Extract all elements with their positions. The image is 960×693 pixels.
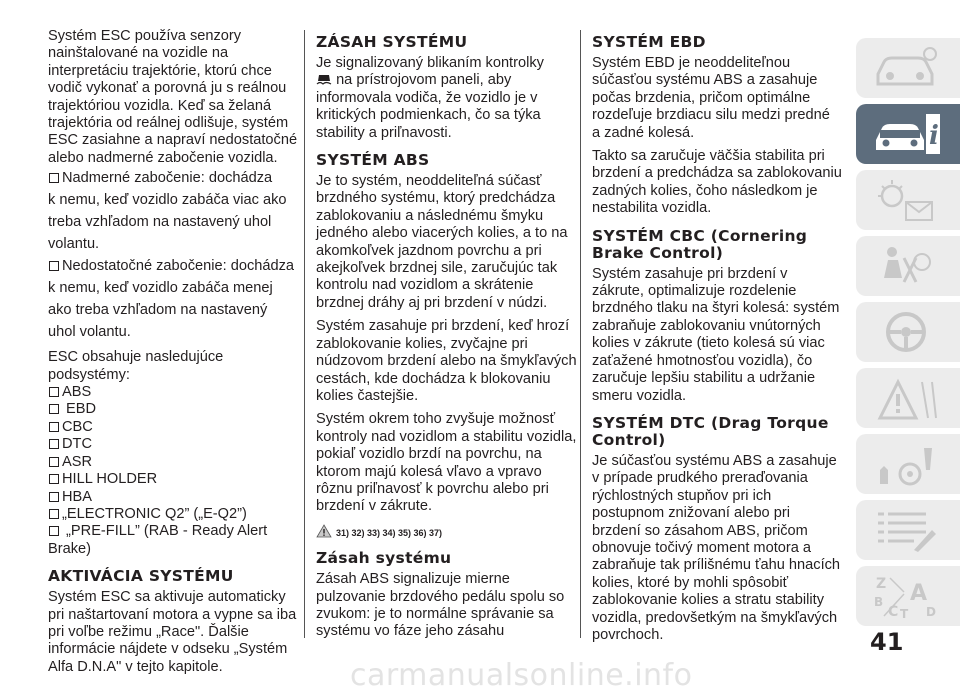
list-item-continuation: Brake) — [48, 540, 91, 557]
bullet-square-icon — [49, 492, 59, 502]
intervention-heading: ZÁSAH SYSTÉMU — [316, 33, 468, 51]
bullet-square-icon — [49, 404, 59, 414]
understeer-item: Nedostatočné zabočenie: dochádza k nemu, keď vozidlo zabáča menej ako treba vzhľadom na nastavený uhol volantu. — [48, 258, 295, 341]
tab-car-info[interactable] — [856, 104, 960, 164]
ebd-paragraph-1: Systém EBD je neoddeliteľnou súčasťou systému ABS a zasahuje počas brzdenia, pričom optimálne rozdeľuje brzdiacu silu medzi predné a zadné kolesá. — [592, 55, 830, 141]
list-item: „ELECTRONIC Q2” („E-Q2”) — [48, 506, 298, 523]
column-divider — [580, 30, 581, 638]
ebd-heading: SYSTÉM EBD — [592, 33, 706, 51]
list-item: ABS — [48, 384, 298, 401]
index-letter: Z — [876, 576, 887, 592]
list-item: HBA — [48, 489, 298, 506]
cbc-heading: SYSTÉM CBC (Cornering Brake Control) — [592, 226, 808, 262]
abs-paragraph-2: Systém zasahuje pri brzdení, keď hrozí zablokovanie kolies, zvyčajne pri núdzovom brzdení alebo na šmykľavých cestách, kde dochádza k blokovaniu kolies častejšie. — [316, 318, 577, 404]
warning-references: 31) 32) 33) 34) 35) 36) 37) — [316, 524, 578, 544]
column-2 — [316, 28, 578, 641]
bullet-square-icon — [49, 422, 59, 432]
bullet-square-icon — [49, 509, 59, 519]
list-item: CBC — [48, 419, 298, 436]
list-item: DTC — [48, 436, 298, 453]
abs-heading: SYSTÉM ABS — [316, 151, 430, 170]
index-letter: T — [900, 607, 909, 620]
subsystems-list — [48, 384, 298, 558]
abs-intervention-heading: Zásah systému — [316, 549, 452, 568]
bullet-square-icon — [49, 261, 59, 271]
list-item: EBD — [48, 401, 298, 418]
activation-paragraph: Systém ESC sa aktivuje automaticky pri naštartovaní motora a vypne sa iba pri voľbe režimu „Race". Ďalšie informácie nájdete v odseku „Systém Alfa D.N.A" v tejto kapitole. — [48, 589, 297, 675]
list-item: HILL HOLDER — [48, 471, 298, 488]
index-letter: B — [874, 595, 884, 609]
esc-intro-paragraph: Systém ESC používa senzory nainštalované na vozidle na interpretáciu trajektórie, ktorú chce vodič vykonať a porovná ju s reálnou trajektóriou vozidla. Keď sa želaná trajektória od reálnej odlišuje, systém ESC zasiahne a napraví nedostatočné alebo nadmerné zabočenie vozidla. — [48, 28, 298, 166]
abs-intervention-paragraph: Zásah ABS signalizuje mierne pulzovanie brzdového pedálu spolu so zvukom: je to normálne správanie sa systému vo fáze jeho zásahu — [316, 571, 565, 640]
column-1 — [48, 28, 298, 676]
list-item: ASR — [48, 454, 298, 471]
list-item: „PRE-FILL” (RAB - Ready Alert — [48, 523, 298, 540]
warning-triangle-icon — [316, 524, 332, 544]
bullet-square-icon — [49, 457, 59, 467]
activation-heading: AKTIVÁCIA SYSTÉMU — [48, 567, 234, 586]
tab-road-emergency[interactable] — [856, 368, 960, 428]
ebd-paragraph-2: Takto sa zaručuje väčšia stabilita pri brzdení a predchádza sa zablokovaniu zadných kolies, čoho následkom je nestabilita vozidla. — [592, 148, 842, 217]
tab-airbag-safety[interactable] — [856, 236, 960, 296]
chapter-tabs — [856, 38, 960, 618]
tab-car-overview[interactable] — [856, 38, 960, 98]
subsystems-intro: ESC obsahuje nasledujúce podsystémy: — [48, 349, 224, 383]
tab-alphabetical-index[interactable] — [856, 566, 960, 626]
bullet-square-icon — [49, 387, 59, 397]
cbc-paragraph: Systém zasahuje pri brzdení v zákrute, optimalizuje rozdelenie brzdného tlaku na štyri kolesá: systém zabraňuje zablokovaniu vnútorných kolies v zákrute (tieto kolesá sú viac zaťažené hmotnosťou vozidla), čo zaručuje lepšiu stabilitu a udržanie smeru vozidla. — [592, 265, 840, 404]
intervention-paragraph: Je signalizovaný blikaním kontrolky na prístrojovom paneli, aby informovala vodiča, že vozidlo je v kritických podmienkach, čo sa týka stability a priľnavosti. — [316, 55, 544, 141]
bullet-square-icon — [49, 439, 59, 449]
index-letter: A — [910, 581, 928, 606]
abs-paragraph-1: Je to systém, neoddeliteľná súčasť brzdného systému, ktorý predchádza zablokovaniu a následnému šmyku jedného alebo viacerých kolies, a to na akomkoľvek jazdnom povrchu a pri akejkoľvek brzdnej sile, zaručujúc tak kontrolu nad vozidlom a skrátenie brzdnej dráhy aj pri brzdení v núdzi. — [316, 173, 568, 311]
tab-warning-lights[interactable] — [856, 170, 960, 230]
index-letter: C — [888, 604, 899, 620]
column-divider — [304, 30, 305, 638]
dtc-paragraph: Je súčasťou systému ABS a zasahuje v prípade prudkého preraďovania rýchlostných stupňov pri ich postupnom znižovaní alebo pri brzdení so zásahom ABS, pričom obnovuje točivý moment motora a zabraňuje tak prílišnému ťahu hnacích kolies, ktoré by mohli spôsobiť zablokovanie kolies a stratu stability vozidla, predovšetkým na šmykľavých povrchoch. — [592, 452, 841, 643]
tab-tools-maintenance[interactable] — [856, 434, 960, 494]
page-number: 41 — [870, 628, 904, 656]
tab-technical-data[interactable] — [856, 500, 960, 560]
abs-paragraph-3: Systém okrem toho zvyšuje možnosť kontroly nad vozidlom a stabilitu vozidla, pokiaľ vozidlo brzdí na povrchu, na ktorom majú kolesá vľavo a vpravo rôznu priľnavosť k povrchu alebo pri brzdení v zákrute. — [316, 411, 577, 515]
bullet-square-icon — [49, 526, 59, 536]
tab-steering-wheel[interactable] — [856, 302, 960, 362]
oversteer-item: Nadmerné zabočenie: dochádza k nemu, keď vozidlo zabáča viac ako treba vzhľadom na nastavený uhol volantu. — [48, 170, 287, 253]
svg-text:i: i — [929, 121, 939, 151]
esc-warning-light-icon — [316, 72, 332, 88]
bullet-square-icon — [49, 173, 59, 183]
column-3 — [592, 28, 842, 644]
watermark: carmanualsonline.info — [350, 658, 693, 693]
index-letter: D — [926, 605, 936, 619]
bullet-square-icon — [49, 474, 59, 484]
dtc-heading: SYSTÉM DTC (Drag Torque Control) — [592, 413, 829, 449]
